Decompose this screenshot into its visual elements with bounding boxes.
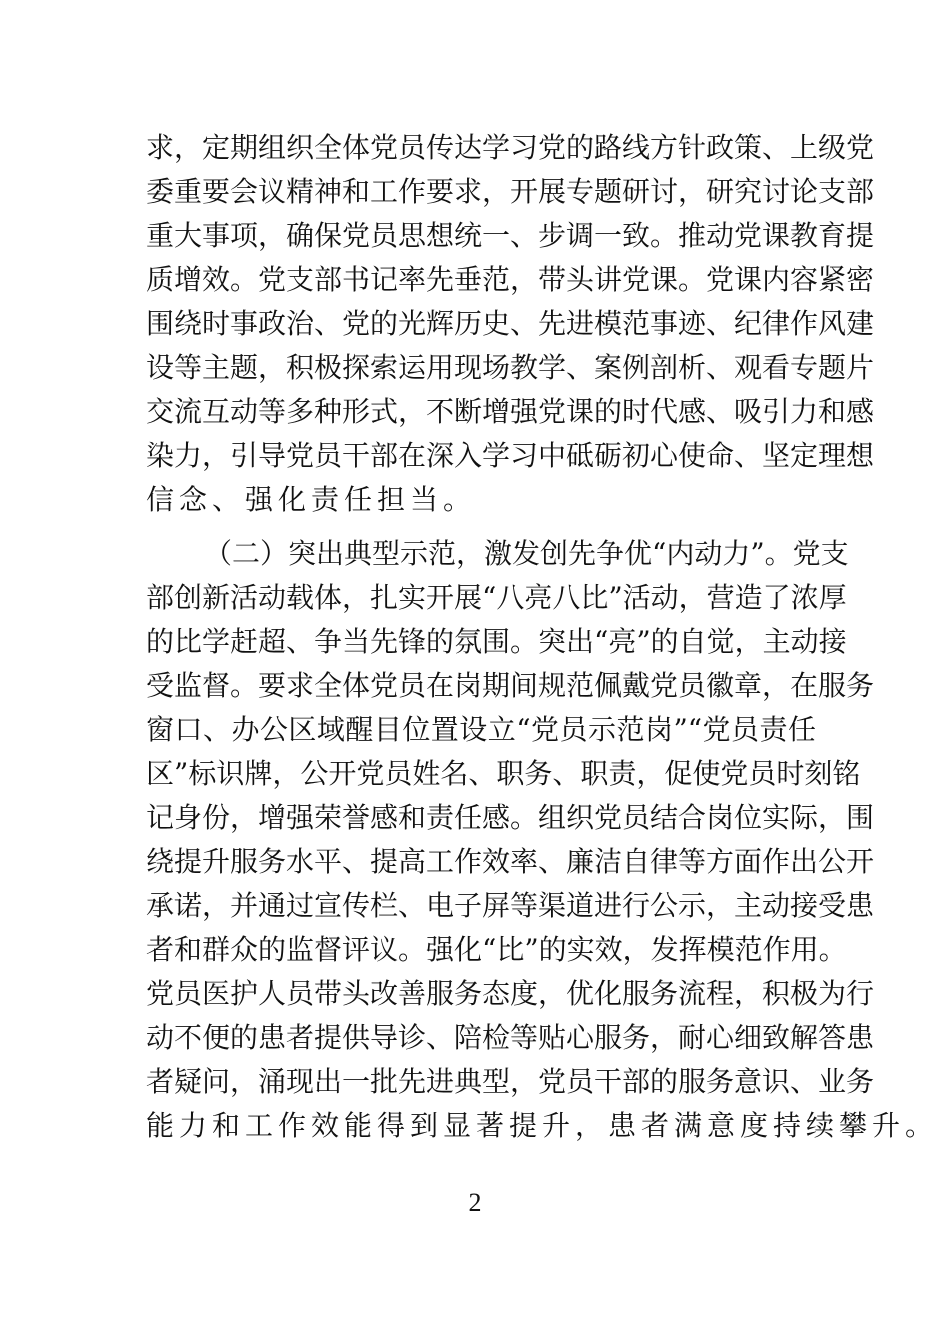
- text-line: 设等主题，积极探索运用现场教学、案例剖析、观看专题片: [146, 351, 875, 384]
- text-line: 染力，引导党员干部在深入学习中砥砺初心使命、坚定理想: [146, 439, 875, 472]
- text-line: 委重要会议精神和工作要求，开展专题研讨，研究讨论支部: [146, 175, 875, 208]
- text-line: 承诺，并通过宣传栏、电子屏等渠道进行公示，主动接受患: [146, 889, 875, 922]
- text-line: 求，定期组织全体党员传达学习党的路线方针政策、上级党: [146, 131, 875, 164]
- section-heading-line: （二）突出典型示范，激发创先争优“内动力”。党支: [204, 537, 849, 570]
- text-line: 记身份，增强荣誉感和责任感。组织党员结合岗位实际，围: [146, 801, 875, 834]
- text-line: 绕提升服务水平、提高工作效率、廉洁自律等方面作出公开: [146, 845, 875, 878]
- text-line: 能力和工作效能得到显著提升，患者满意度持续攀升。: [146, 1109, 939, 1142]
- text-line: 的比学赶超、争当先锋的氛围。突出“亮”的自觉，主动接: [146, 625, 847, 658]
- text-line: 信念、强化责任担当。: [146, 483, 477, 516]
- text-line: 者和群众的监督评议。强化“比”的实效，发挥模范作用。: [146, 933, 847, 966]
- text-line: 动不便的患者提供导诊、陪检等贴心服务，耐心细致解答患: [146, 1021, 875, 1054]
- text-line: 党员医护人员带头改善服务态度，优化服务流程，积极为行: [146, 977, 875, 1010]
- text-line: 围绕时事政治、党的光辉历史、先进模范事迹、纪律作风建: [146, 307, 875, 340]
- text-line: 重大事项，确保党员思想统一、步调一致。推动党课教育提: [146, 219, 875, 252]
- text-line: 窗口、办公区域醒目位置设立“党员示范岗”“党员责任: [146, 713, 816, 746]
- page-number: 2: [468, 1188, 482, 1217]
- text-line: 者疑问，涌现出一批先进典型，党员干部的服务意识、业务: [146, 1065, 875, 1098]
- text-line: 部创新活动载体，扎实开展“八亮八比”活动，营造了浓厚: [146, 581, 847, 614]
- text-line: 区”标识牌，公开党员姓名、职务、职责，促使党员时刻铭: [146, 757, 861, 790]
- text-line: 交流互动等多种形式，不断增强党课的时代感、吸引力和感: [146, 395, 875, 428]
- text-line: 受监督。要求全体党员在岗期间规范佩戴党员徽章，在服务: [146, 669, 875, 702]
- text-line: 质增效。党支部书记率先垂范，带头讲党课。党课内容紧密: [146, 263, 875, 296]
